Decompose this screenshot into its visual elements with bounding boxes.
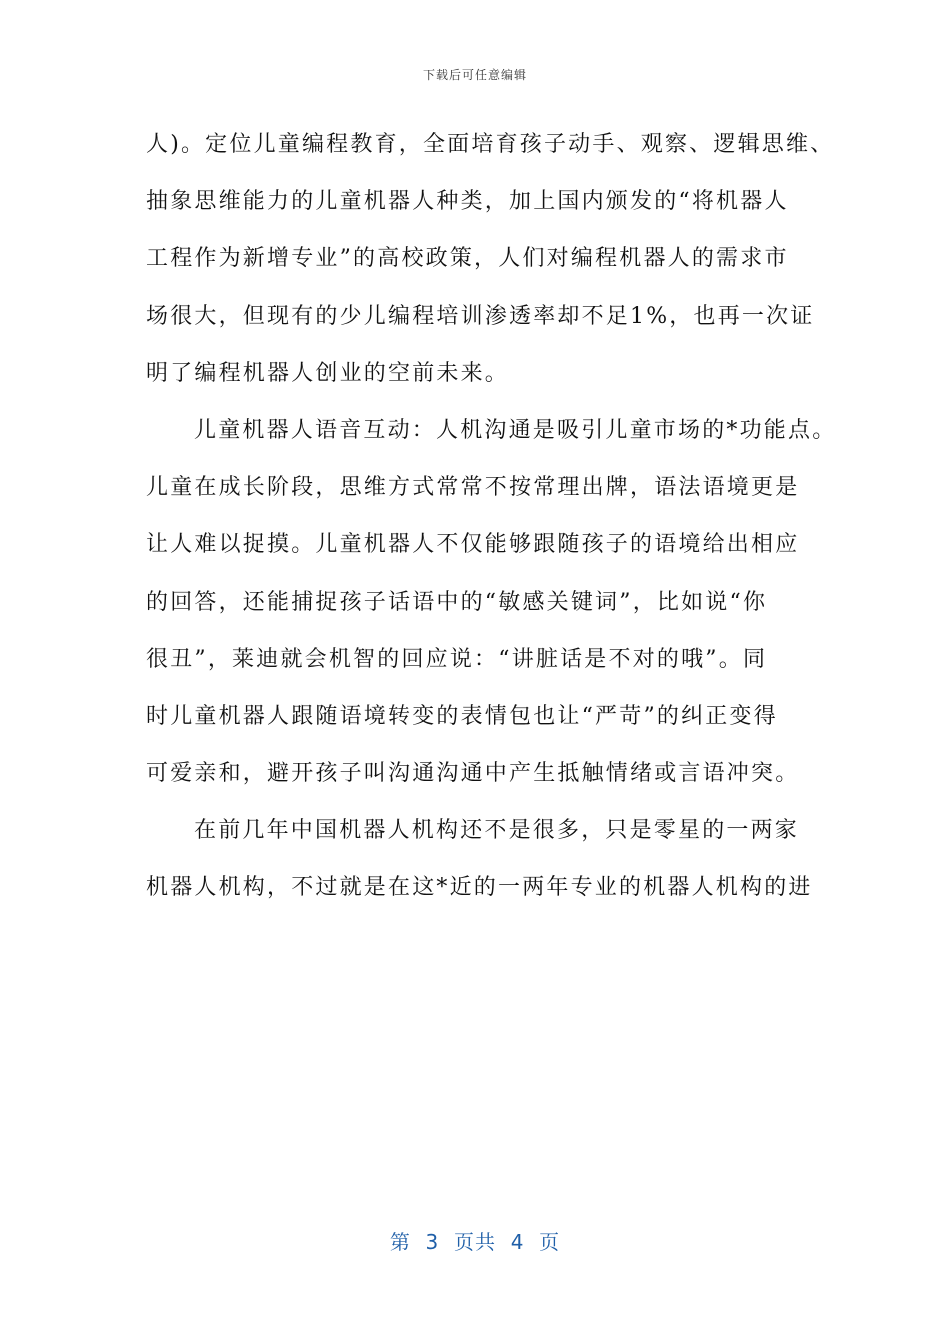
text-line: 机器人机构，不过就是在这*近的一两年专业的机器人机构的进 (146, 875, 813, 901)
text-line: 儿童机器人语音互动：人机沟通是吸引儿童市场的*功能点。 (194, 417, 837, 443)
page-number: 第 3 页共 4 页 (389, 1230, 561, 1254)
text-line: 时儿童机器人跟随语境转变的表情包也让“严苛”的纠正变得 (146, 703, 778, 729)
paragraph-1 (146, 124, 836, 410)
text-line: 明了编程机器人创业的空前未来。 (146, 360, 510, 386)
paragraph-3 (146, 810, 836, 924)
text-line: 可爱亲和，避开孩子叫沟通沟通中产生抵触情绪或言语冲突。 (146, 761, 800, 787)
text-line: 很丑”，莱迪就会机智的回应说：“讲脏话是不对的哦”。同 (146, 646, 768, 672)
text-line: 的回答，还能捕捉孩子话语中的“敏感关键词”，比如说“你 (146, 589, 768, 615)
text-line: 儿童在成长阶段，思维方式常常不按常理出牌，语法语境更是 (146, 475, 800, 501)
text-line: 工程作为新增专业”的高校政策，人们对编程机器人的需求市 (146, 246, 789, 272)
text-line: 场很大，但现有的少儿编程培训渗透率却不足1%，也再一次证 (146, 303, 815, 329)
document-body (146, 124, 836, 925)
text-line: 让人难以捉摸。儿童机器人不仅能够跟随孩子的语境给出相应 (146, 532, 800, 558)
text-line: 在前几年中国机器人机构还不是很多，只是零星的一两家 (194, 818, 800, 844)
page-header-note: 下载后可任意编辑 (422, 68, 527, 82)
text-line: 人)。定位儿童编程教育，全面培育孩子动手、观察、逻辑思维、 (146, 132, 835, 157)
paragraph-2 (146, 410, 836, 810)
text-line: 抽象思维能力的儿童机器人种类，加上国内颁发的“将机器人 (146, 189, 789, 215)
